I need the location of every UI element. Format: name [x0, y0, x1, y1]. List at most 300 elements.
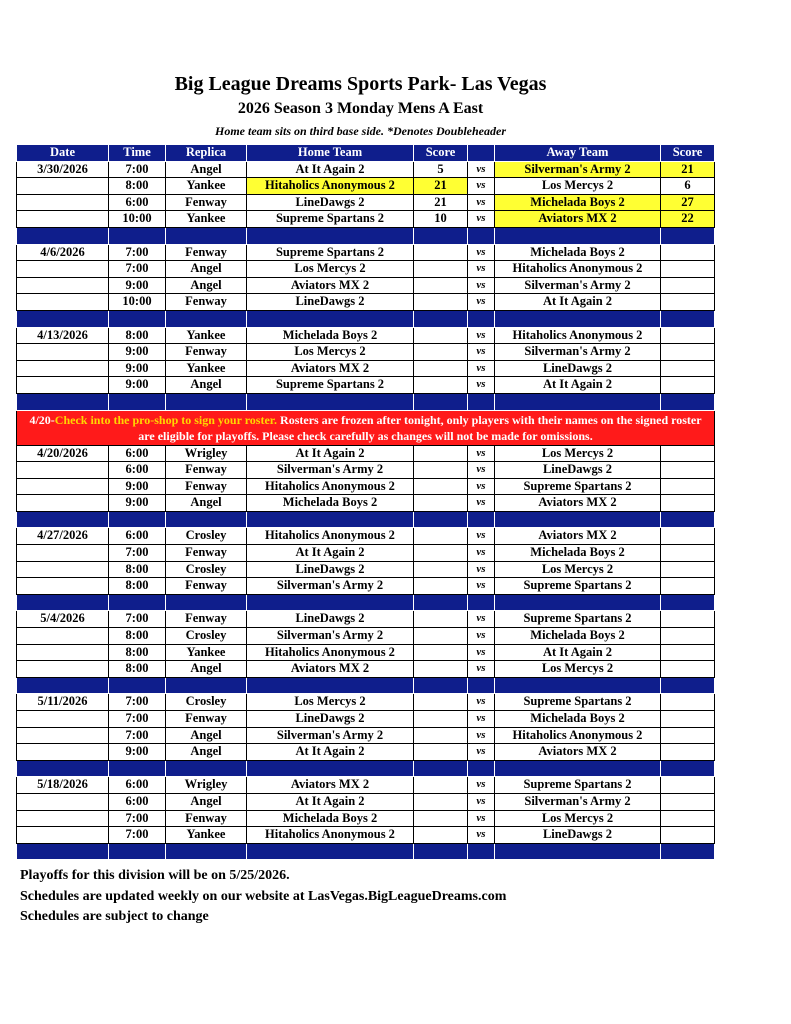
game-date — [17, 478, 109, 495]
away-score — [661, 827, 715, 844]
vs-label: vs — [468, 528, 495, 545]
home-team: Michelada Boys 2 — [247, 810, 414, 827]
game-row — [17, 344, 715, 361]
game-row — [17, 545, 715, 562]
game-date — [17, 462, 109, 479]
game-time: 8:00 — [109, 661, 166, 678]
week-separator-row — [17, 594, 715, 611]
game-date — [17, 810, 109, 827]
separator-cell — [495, 310, 661, 327]
game-date — [17, 377, 109, 394]
separator-cell — [661, 227, 715, 244]
game-time: 7:00 — [109, 261, 166, 278]
vs-label: vs — [468, 244, 495, 261]
home-team: LineDawgs 2 — [247, 711, 414, 728]
game-time: 9:00 — [109, 377, 166, 394]
game-date: 5/18/2026 — [17, 777, 109, 794]
vs-label: vs — [468, 344, 495, 361]
game-field: Fenway — [166, 462, 247, 479]
game-field: Crosley — [166, 628, 247, 645]
away-team: Hitaholics Anonymous 2 — [495, 261, 661, 278]
game-time: 7:00 — [109, 827, 166, 844]
home-team: LineDawgs 2 — [247, 611, 414, 628]
notice-text: Rosters are frozen after tonight, only players with their names on the signed roster are eligible for playoffs. Please check carefully as changes will not be made for omissions. — [138, 412, 702, 443]
separator-cell — [166, 677, 247, 694]
game-date — [17, 545, 109, 562]
separator-cell — [468, 677, 495, 694]
separator-cell — [661, 843, 715, 860]
home-team: LineDawgs 2 — [247, 194, 414, 211]
away-team: Los Mercys 2 — [495, 445, 661, 462]
game-time: 6:00 — [109, 528, 166, 545]
game-row — [17, 445, 715, 462]
game-row — [17, 744, 715, 761]
vs-label: vs — [468, 462, 495, 479]
footer-disclaimer: Schedules are subject to change — [20, 909, 209, 924]
game-time: 7:00 — [109, 244, 166, 261]
separator-cell — [109, 594, 166, 611]
notice-date: 4/20- — [29, 412, 55, 427]
game-date — [17, 744, 109, 761]
separator-cell — [414, 677, 468, 694]
game-row — [17, 561, 715, 578]
home-score — [414, 244, 468, 261]
vs-label: vs — [468, 827, 495, 844]
away-score — [661, 611, 715, 628]
away-team: Silverman's Army 2 — [495, 793, 661, 810]
game-field: Yankee — [166, 827, 247, 844]
game-row — [17, 711, 715, 728]
home-team: Aviators MX 2 — [247, 277, 414, 294]
game-field: Angel — [166, 744, 247, 761]
game-time: 6:00 — [109, 793, 166, 810]
separator-cell — [468, 227, 495, 244]
home-score — [414, 261, 468, 278]
home-team: Aviators MX 2 — [247, 777, 414, 794]
week-separator-row — [17, 677, 715, 694]
schedule-body — [17, 161, 715, 860]
game-field: Fenway — [166, 711, 247, 728]
home-team: Hitaholics Anonymous 2 — [247, 178, 414, 195]
game-time: 7:00 — [109, 711, 166, 728]
game-time: 8:00 — [109, 178, 166, 195]
away-team: Aviators MX 2 — [495, 528, 661, 545]
separator-cell — [247, 393, 414, 410]
col-header-time: Time — [109, 145, 166, 162]
separator-cell — [414, 310, 468, 327]
away-score: 6 — [661, 178, 715, 195]
away-team: Los Mercys 2 — [495, 561, 661, 578]
vs-label: vs — [468, 644, 495, 661]
game-time: 8:00 — [109, 578, 166, 595]
game-field: Yankee — [166, 644, 247, 661]
separator-cell — [247, 227, 414, 244]
vs-label: vs — [468, 445, 495, 462]
home-team: Aviators MX 2 — [247, 360, 414, 377]
home-score — [414, 561, 468, 578]
game-time: 6:00 — [109, 462, 166, 479]
home-team: At It Again 2 — [247, 744, 414, 761]
away-team: Silverman's Army 2 — [495, 277, 661, 294]
game-field: Angel — [166, 793, 247, 810]
game-time: 7:00 — [109, 810, 166, 827]
roster-notice — [17, 410, 715, 445]
separator-cell — [414, 594, 468, 611]
separator-cell — [109, 843, 166, 860]
away-team: Michelada Boys 2 — [495, 244, 661, 261]
home-team: Michelada Boys 2 — [247, 495, 414, 512]
game-row — [17, 827, 715, 844]
game-time: 9:00 — [109, 344, 166, 361]
away-team: At It Again 2 — [495, 294, 661, 311]
footer-notes — [20, 866, 506, 928]
game-row — [17, 211, 715, 228]
game-time: 7:00 — [109, 727, 166, 744]
game-field: Fenway — [166, 344, 247, 361]
game-row — [17, 661, 715, 678]
week-separator-row — [17, 843, 715, 860]
away-team: Silverman's Army 2 — [495, 161, 661, 178]
away-team: Aviators MX 2 — [495, 744, 661, 761]
away-team: Hitaholics Anonymous 2 — [495, 327, 661, 344]
game-time: 10:00 — [109, 211, 166, 228]
vs-label: vs — [468, 578, 495, 595]
away-score — [661, 727, 715, 744]
separator-cell — [109, 677, 166, 694]
game-date: 4/13/2026 — [17, 327, 109, 344]
game-date — [17, 661, 109, 678]
game-row — [17, 478, 715, 495]
away-score — [661, 495, 715, 512]
col-header-replica: Replica — [166, 145, 247, 162]
separator-cell — [468, 393, 495, 410]
separator-cell — [247, 594, 414, 611]
home-score — [414, 727, 468, 744]
separator-cell — [468, 511, 495, 528]
vs-label: vs — [468, 727, 495, 744]
game-field: Yankee — [166, 327, 247, 344]
home-team: Michelada Boys 2 — [247, 327, 414, 344]
week-separator-row — [17, 760, 715, 777]
away-score — [661, 711, 715, 728]
game-date — [17, 211, 109, 228]
separator-cell — [166, 760, 247, 777]
away-team: At It Again 2 — [495, 644, 661, 661]
vs-label: vs — [468, 810, 495, 827]
home-score — [414, 744, 468, 761]
game-time: 7:00 — [109, 545, 166, 562]
away-score — [661, 694, 715, 711]
away-team: Supreme Spartans 2 — [495, 578, 661, 595]
away-score — [661, 327, 715, 344]
away-team: Supreme Spartans 2 — [495, 611, 661, 628]
separator-cell — [661, 760, 715, 777]
separator-cell — [495, 677, 661, 694]
game-time: 6:00 — [109, 194, 166, 211]
vs-label: vs — [468, 495, 495, 512]
game-date: 4/27/2026 — [17, 528, 109, 545]
away-team: Michelada Boys 2 — [495, 711, 661, 728]
away-score — [661, 244, 715, 261]
game-date — [17, 360, 109, 377]
separator-cell — [495, 594, 661, 611]
game-date — [17, 644, 109, 661]
away-score — [661, 628, 715, 645]
vs-label: vs — [468, 611, 495, 628]
away-score — [661, 478, 715, 495]
home-score: 21 — [414, 194, 468, 211]
separator-cell — [17, 594, 109, 611]
home-score — [414, 611, 468, 628]
separator-cell — [17, 310, 109, 327]
game-row — [17, 244, 715, 261]
vs-label: vs — [468, 711, 495, 728]
home-team: At It Again 2 — [247, 793, 414, 810]
away-team: Supreme Spartans 2 — [495, 694, 661, 711]
footer-playoffs: Playoffs for this division will be on 5/25/2026. — [20, 868, 290, 883]
home-score — [414, 545, 468, 562]
vs-label: vs — [468, 360, 495, 377]
page-title: Big League Dreams Sports Park- Las Vegas — [174, 73, 547, 95]
game-row — [17, 462, 715, 479]
notice-highlight: Check into the pro-shop to sign your roster. — [54, 412, 278, 427]
separator-cell — [468, 310, 495, 327]
game-time: 7:00 — [109, 694, 166, 711]
separator-cell — [17, 760, 109, 777]
home-score — [414, 495, 468, 512]
away-team: Los Mercys 2 — [495, 661, 661, 678]
vs-label: vs — [468, 211, 495, 228]
game-field: Angel — [166, 495, 247, 512]
home-score: 5 — [414, 161, 468, 178]
separator-cell — [166, 310, 247, 327]
separator-cell — [661, 310, 715, 327]
game-row — [17, 611, 715, 628]
away-score — [661, 377, 715, 394]
away-score — [661, 445, 715, 462]
game-row — [17, 644, 715, 661]
game-field: Angel — [166, 161, 247, 178]
home-team: Hitaholics Anonymous 2 — [247, 827, 414, 844]
separator-cell — [414, 843, 468, 860]
away-score: 21 — [661, 161, 715, 178]
away-score — [661, 360, 715, 377]
away-score — [661, 277, 715, 294]
game-date — [17, 194, 109, 211]
home-team: Silverman's Army 2 — [247, 578, 414, 595]
col-header-away-score: Score — [661, 145, 715, 162]
game-time: 9:00 — [109, 478, 166, 495]
game-time: 10:00 — [109, 294, 166, 311]
away-team: Los Mercys 2 — [495, 810, 661, 827]
game-time: 8:00 — [109, 561, 166, 578]
game-time: 9:00 — [109, 360, 166, 377]
game-field: Fenway — [166, 478, 247, 495]
separator-cell — [247, 310, 414, 327]
game-date — [17, 793, 109, 810]
game-time: 6:00 — [109, 777, 166, 794]
separator-cell — [661, 677, 715, 694]
away-score — [661, 793, 715, 810]
game-field: Angel — [166, 377, 247, 394]
game-field: Fenway — [166, 545, 247, 562]
game-row — [17, 528, 715, 545]
vs-label: vs — [468, 744, 495, 761]
game-time: 9:00 — [109, 277, 166, 294]
roster-notice-row — [17, 410, 715, 445]
home-score — [414, 793, 468, 810]
home-team: Aviators MX 2 — [247, 661, 414, 678]
game-row — [17, 360, 715, 377]
game-row — [17, 327, 715, 344]
schedule-table — [16, 144, 715, 860]
game-time: 6:00 — [109, 445, 166, 462]
home-score — [414, 528, 468, 545]
separator-cell — [247, 511, 414, 528]
separator-cell — [661, 511, 715, 528]
game-date — [17, 344, 109, 361]
away-team: Silverman's Army 2 — [495, 344, 661, 361]
separator-cell — [495, 393, 661, 410]
home-score — [414, 294, 468, 311]
game-field: Yankee — [166, 360, 247, 377]
home-team: At It Again 2 — [247, 545, 414, 562]
game-date: 3/30/2026 — [17, 161, 109, 178]
col-header-home-team: Home Team — [247, 145, 414, 162]
away-team: Michelada Boys 2 — [495, 628, 661, 645]
game-row — [17, 377, 715, 394]
separator-cell — [495, 511, 661, 528]
game-field: Fenway — [166, 244, 247, 261]
game-date: 4/20/2026 — [17, 445, 109, 462]
home-score: 10 — [414, 211, 468, 228]
separator-cell — [17, 393, 109, 410]
home-score — [414, 327, 468, 344]
home-team: Silverman's Army 2 — [247, 628, 414, 645]
game-row — [17, 578, 715, 595]
away-team: Aviators MX 2 — [495, 211, 661, 228]
separator-cell — [468, 760, 495, 777]
away-team: Michelada Boys 2 — [495, 194, 661, 211]
away-team: Supreme Spartans 2 — [495, 777, 661, 794]
week-separator-row — [17, 227, 715, 244]
home-team: Los Mercys 2 — [247, 261, 414, 278]
home-score — [414, 644, 468, 661]
away-score: 27 — [661, 194, 715, 211]
away-team: LineDawgs 2 — [495, 827, 661, 844]
game-field: Angel — [166, 277, 247, 294]
game-field: Fenway — [166, 294, 247, 311]
footer-website: Schedules are updated weekly on our website at LasVegas.BigLeagueDreams.com — [20, 888, 507, 904]
game-row — [17, 628, 715, 645]
home-score — [414, 462, 468, 479]
home-score — [414, 360, 468, 377]
home-score: 21 — [414, 178, 468, 195]
separator-cell — [247, 760, 414, 777]
game-date — [17, 628, 109, 645]
away-score — [661, 261, 715, 278]
away-score — [661, 644, 715, 661]
game-row — [17, 793, 715, 810]
vs-label: vs — [468, 161, 495, 178]
game-field: Crosley — [166, 561, 247, 578]
vs-label: vs — [468, 327, 495, 344]
game-date — [17, 578, 109, 595]
away-score: 22 — [661, 211, 715, 228]
game-date: 4/6/2026 — [17, 244, 109, 261]
away-team: Los Mercys 2 — [495, 178, 661, 195]
vs-label: vs — [468, 478, 495, 495]
week-separator-row — [17, 393, 715, 410]
home-team: Hitaholics Anonymous 2 — [247, 528, 414, 545]
away-score — [661, 545, 715, 562]
home-score — [414, 777, 468, 794]
home-score — [414, 578, 468, 595]
col-header-home-score: Score — [414, 145, 468, 162]
home-score — [414, 277, 468, 294]
game-date: 5/4/2026 — [17, 611, 109, 628]
away-score — [661, 661, 715, 678]
away-score — [661, 744, 715, 761]
home-team: Hitaholics Anonymous 2 — [247, 644, 414, 661]
game-row — [17, 694, 715, 711]
away-score — [661, 294, 715, 311]
home-team: Supreme Spartans 2 — [247, 211, 414, 228]
home-score — [414, 344, 468, 361]
vs-label: vs — [468, 178, 495, 195]
vs-label: vs — [468, 661, 495, 678]
vs-label: vs — [468, 793, 495, 810]
separator-cell — [495, 843, 661, 860]
separator-cell — [166, 393, 247, 410]
home-score — [414, 661, 468, 678]
game-row — [17, 777, 715, 794]
game-time: 9:00 — [109, 495, 166, 512]
vs-label: vs — [468, 694, 495, 711]
game-field: Angel — [166, 261, 247, 278]
game-time: 8:00 — [109, 628, 166, 645]
home-score — [414, 478, 468, 495]
game-date — [17, 178, 109, 195]
home-score — [414, 827, 468, 844]
separator-cell — [109, 511, 166, 528]
page-note: Home team sits on third base side. *Denotes Doubleheader — [215, 124, 506, 138]
col-header-away-team: Away Team — [495, 145, 661, 162]
separator-cell — [109, 310, 166, 327]
game-row — [17, 261, 715, 278]
game-date — [17, 827, 109, 844]
vs-label: vs — [468, 561, 495, 578]
game-date — [17, 711, 109, 728]
game-field: Fenway — [166, 810, 247, 827]
vs-label: vs — [468, 261, 495, 278]
game-field: Yankee — [166, 211, 247, 228]
home-team: At It Again 2 — [247, 161, 414, 178]
home-team: Silverman's Army 2 — [247, 727, 414, 744]
away-score — [661, 777, 715, 794]
separator-cell — [17, 511, 109, 528]
game-row — [17, 727, 715, 744]
away-score — [661, 528, 715, 545]
away-score — [661, 344, 715, 361]
home-score — [414, 694, 468, 711]
game-time: 8:00 — [109, 644, 166, 661]
home-team: LineDawgs 2 — [247, 294, 414, 311]
game-time: 7:00 — [109, 611, 166, 628]
game-field: Angel — [166, 661, 247, 678]
separator-cell — [414, 227, 468, 244]
game-time: 9:00 — [109, 744, 166, 761]
